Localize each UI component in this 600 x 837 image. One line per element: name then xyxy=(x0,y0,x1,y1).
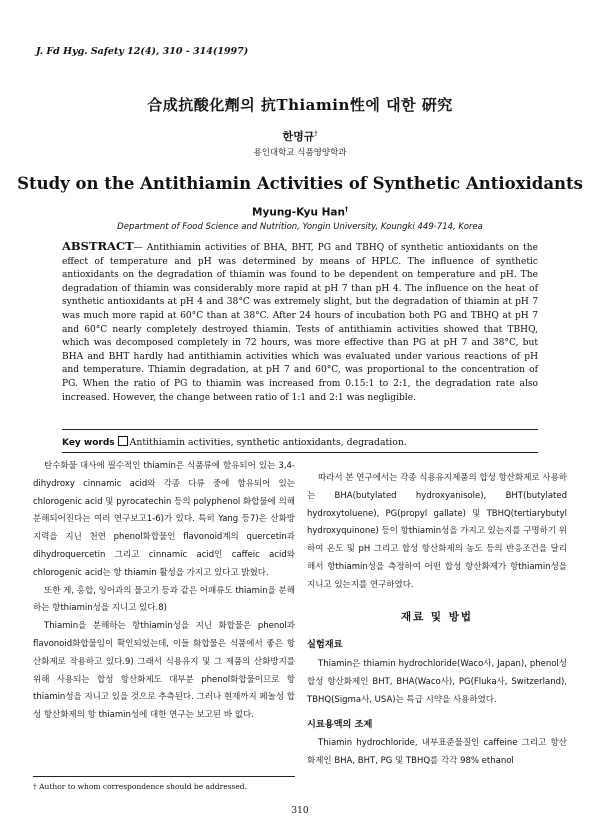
korean-author xyxy=(0,128,600,144)
english-author-name: Myung-Kyu Han xyxy=(252,206,345,219)
materials-paragraph: Thiamin은 thiamin hydrochloride(Waco사, Japan), phenol성 합성 항산화제인 BHT, BHA(Waco사), PG(Fluka사, Switzerland), TBHQ(Sigma사, USA)는 특급 시약을 사용하였다. xyxy=(307,659,567,705)
section-heading: 재료 및 방법 xyxy=(400,610,474,623)
english-author-mark: † xyxy=(344,206,348,213)
left-paragraph-2: 또한 게, 홍합, 잉어과의 물고기 등과 같은 어패류도 thiamin을 분해하는 항thiamin성을 지니고 있다.8) xyxy=(33,585,295,614)
footnote: † Author to whom correspondence should be addressed. xyxy=(33,782,247,791)
right-column xyxy=(307,470,567,771)
author-mark: † xyxy=(314,130,318,138)
english-affiliation: Department of Food Science and Nutrition, Yongin University, Koungki 449-714, Korea xyxy=(117,222,483,232)
materials-heading: 실험재료 xyxy=(307,639,343,651)
korean-affiliation: 용인대학교 식품영양학과 xyxy=(253,148,347,158)
keywords-label: Key words xyxy=(62,438,115,448)
footnote-rule xyxy=(33,776,295,777)
abstract xyxy=(62,240,538,405)
english-author xyxy=(0,206,600,219)
keywords xyxy=(62,436,407,448)
keywords-top-rule xyxy=(62,429,538,430)
checkbox-square-icon xyxy=(118,436,128,446)
keywords-bottom-rule xyxy=(62,452,538,453)
left-paragraph-3: Thiamin을 분해하는 항thiamin성을 지닌 화합물은 phenol과 flavonoid화합물임이 확인되었는데, 이들 화합물은 식품에서 좋은 항산화제로 작용하고 있다.9) 그래서 식용유지 및 그 제품의 산화방지를 위해 사용되는 합성 항산화제도 대부분 phenol화합물이므로 항thiamin성을 지니고 있을 것으로 추측된다. 그러나 현재까지 페놀성 합성 항산화제의 항 thiamin성에 대한 연구는 보고된 바 없다. xyxy=(33,621,295,721)
page-number: 310 xyxy=(291,806,309,816)
english-title: Study on the Antithiamin Activities of Synthetic Antioxidants xyxy=(17,174,583,193)
left-paragraph-1: 탄수화물 대사에 필수적인 thiamin은 식품류에 함유되어 있는 3,4-dihydroxy cinnamic acid와 각종 다류 중에 함유되어 있는 chlorogenic acid 및 pyrocatechin 등의 polyphenol 화합물에 의해 분해되어진다는 여러 연구보고1-6)가 있다. 특히 Yang 등7)은 산화방지력을 지닌 천연 phenol화합물인 flavonoid계의 quercetin과 dihydroquercetin 그리고 cinnamic acid인 caffeic acid와 chlorogenic acid는 항 thiamin 활성을 가지고 있다고 밝혔다. xyxy=(33,461,295,578)
abstract-label: ABSTRACT xyxy=(62,239,134,253)
right-intro-paragraph: 따라서 본 연구에서는 각종 식용유지제품의 합성 항산화제로 사용하는 BHA(butylated hydroxyanisole), BHT(butylated hydroxytoluene), PG(propyl gallate) 및 TBHQ(tertiarybutyl hydroxyquinone) 등이 항thiamin성을 가지고 있는지를 구명하기 위하여 온도 및 pH 그리고 합성 항산화제의 농도 등의 반응조건을 달리해서 항thiamin성을 측정하여 어떤 합성 항산화제가 항thiamin성을 지니고 있는지를 연구하였다. xyxy=(307,473,567,590)
left-column xyxy=(33,458,295,725)
abstract-text: Antithiamin activities of BHA, BHT, PG and TBHQ of synthetic antioxidants on the effect of temperature and pH was determined by means of HPLC. The influence of synthetic antioxidants on the degradation of thiamin was found to be dependent on temperature and pH. The degradation of thiamin was considerably more rapid at pH 7 than pH 4. The influence on the heat of synthetic antioxidants at pH 4 and 38°C was extremely slight, but the degradation of thiamin at pH 7 was much more rapid at 60°C than at 38°C. After 24 hours of incubation both PG and TBHQ at pH 7 and 60°C nearly completely destroyed thiamin. Tests of antithiamin activities showed that TBHQ, which was decomposed completely in 72 hours, was more effective than PG at pH 7 and 38°C, but BHA and BHT hardly had antithiamin activities which was evaluated under various reactions of pH and temperature. Thiamin degradation, at pH 7 and 60°C, was proportional to the concentration of PG. When the ratio of PG to thiamin was increased from 0.15:1 to 2:1, the degradation rate also increased. However, the change between ratio of 1:1 and 2:1 was negligible. xyxy=(62,243,538,403)
abstract-dash: — xyxy=(133,243,143,253)
journal-citation: J. Fd Hyg. Safety 12(4), 310 - 314(1997) xyxy=(36,46,249,57)
sample-prep-paragraph: Thiamin hydrochloride, 내부표준물질인 caffeine 그리고 항산화제인 BHA, BHT, PG 및 TBHQ를 각각 98% ethanol xyxy=(307,738,567,767)
korean-author-name: 한명규 xyxy=(282,130,315,143)
sample-prep-heading: 시료용액의 조제 xyxy=(307,718,373,730)
keywords-text: Antithiamin activities, synthetic antioxidants, degradation. xyxy=(129,437,407,448)
korean-title: 合成抗酸化劑의 抗Thiamin性에 대한 硏究 xyxy=(147,96,453,114)
